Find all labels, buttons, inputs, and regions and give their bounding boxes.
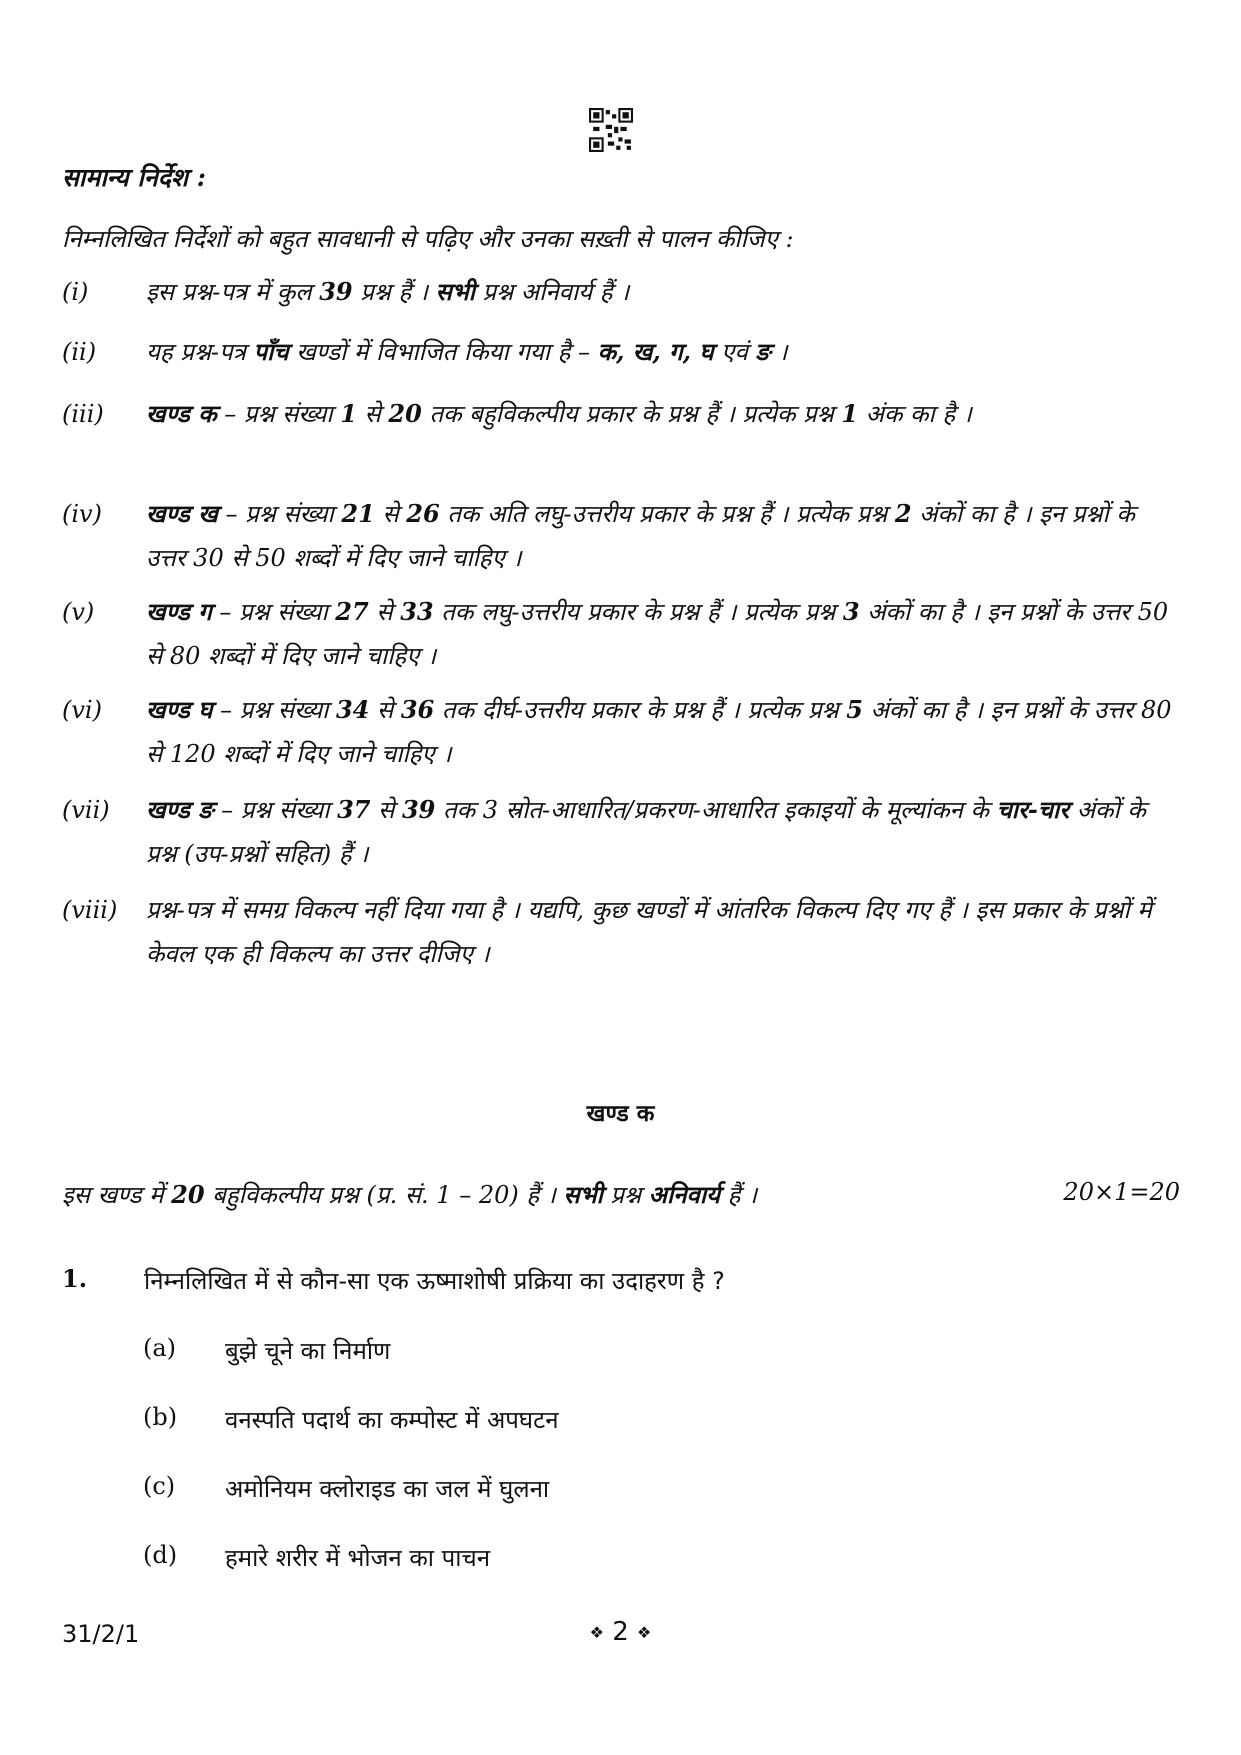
instruction-number: (vi) xyxy=(62,696,102,724)
instruction-number: (v) xyxy=(62,598,95,626)
ornament-right-icon: ❖ xyxy=(637,1623,652,1642)
option-label: (d) xyxy=(143,1541,178,1569)
instruction-item xyxy=(62,270,1180,314)
section-marks: 20×1=20 xyxy=(1063,1178,1180,1206)
instruction-text: खण्ड ग – प्रश्न संख्या 27 से 33 तक लघु-उत्तरीय प्रकार के प्रश्न हैं । प्रत्येक प्रश्न 3 अंकों का है । इन प्रश्नों के उत्तर 50 से 80 शब्दों में दिए जाने चाहिए । xyxy=(146,597,1169,670)
section-description: इस खण्ड में 20 बहुविकल्पीय प्रश्न (प्र. सं. 1 – 20) हैं । सभी प्रश्न अनिवार्य हैं । 20×1=20 xyxy=(62,1178,1180,1209)
option-text: बुझे चूने का निर्माण xyxy=(225,1337,391,1365)
instruction-number: (i) xyxy=(62,278,89,306)
instruction-item xyxy=(62,888,1180,976)
page-number-value: 2 xyxy=(612,1617,629,1647)
instruction-text: प्रश्न-पत्र में समग्र विकल्प नहीं दिया गया है । यद्यपि, कुछ खण्डों में आंतरिक विकल्प दिए गए हैं । इस प्रकार के प्रश्नों में केवल एक ही विकल्प का उत्तर दीजिए । xyxy=(146,896,1152,968)
option-label: (a) xyxy=(143,1334,177,1362)
paper-code: 31/2/1 xyxy=(62,1620,140,1648)
question-text: निम्नलिखित में से कौन-सा एक ऊष्माशोषी प्रक्रिया का उदाहरण है ? xyxy=(144,1267,725,1295)
question-number: 1. xyxy=(62,1264,88,1293)
instruction-item xyxy=(62,392,1180,436)
page-number xyxy=(0,1617,1241,1647)
instructions-title: सामान्य निर्देश : xyxy=(62,163,206,192)
instruction-item xyxy=(62,688,1180,776)
instruction-item xyxy=(62,492,1180,580)
section-title: खण्ड क xyxy=(586,1101,655,1127)
instruction-item xyxy=(62,590,1180,678)
instruction-number: (vii) xyxy=(62,796,110,824)
option-text: अमोनियम क्लोराइड का जल में घुलना xyxy=(225,1475,550,1503)
qr-code-icon xyxy=(589,108,633,152)
option-label: (c) xyxy=(143,1472,176,1500)
instructions-intro: निम्नलिखित निर्देशों को बहुत सावधानी से पढ़िए और उनका सख़्ती से पालन कीजिए : xyxy=(62,225,794,253)
instruction-number: (iii) xyxy=(62,400,104,428)
instruction-text: खण्ड क – प्रश्न संख्या 1 से 20 तक बहुविकल्पीय प्रकार के प्रश्न हैं । प्रत्येक प्रश्न 1 अंक का है । xyxy=(146,399,972,428)
instruction-text: खण्ड ख – प्रश्न संख्या 21 से 26 तक अति लघु-उत्तरीय प्रकार के प्रश्न हैं । प्रत्येक प्रश्न 2 अंकों का है । इन प्रश्नों के उत्तर 30 से 50 शब्दों में दिए जाने चाहिए । xyxy=(146,499,1135,572)
option-text: वनस्पति पदार्थ का कम्पोस्ट में अपघटन xyxy=(225,1406,559,1434)
instruction-text: खण्ड घ – प्रश्न संख्या 34 से 36 तक दीर्घ-उत्तरीय प्रकार के प्रश्न हैं । प्रत्येक प्रश्न 5 अंकों का है । इन प्रश्नों के उत्तर 80 से 120 शब्दों में दिए जाने चाहिए । xyxy=(146,695,1172,768)
option-d xyxy=(143,1541,490,1574)
instruction-text: इस प्रश्न-पत्र में कुल 39 प्रश्न हैं । सभी प्रश्न अनिवार्य हैं । xyxy=(146,277,630,306)
instruction-number: (viii) xyxy=(62,896,118,924)
instruction-item xyxy=(62,330,1180,374)
option-a xyxy=(143,1334,390,1367)
option-b xyxy=(143,1403,559,1436)
option-label: (b) xyxy=(143,1403,178,1431)
ornament-left-icon: ❖ xyxy=(589,1623,604,1642)
instruction-number: (ii) xyxy=(62,338,97,366)
option-text: हमारे शरीर में भोजन का पाचन xyxy=(225,1544,491,1572)
instruction-number: (iv) xyxy=(62,500,102,528)
instruction-item xyxy=(62,788,1180,876)
instruction-text: खण्ड ङ – प्रश्न संख्या 37 से 39 तक 3 स्रोत-आधारित/प्रकरण-आधारित इकाइयों के मूल्यांकन के चार-चार अंकों के प्रश्न (उप-प्रश्नों सहित) हैं । xyxy=(146,795,1146,868)
instruction-text: यह प्रश्न-पत्र पाँच खण्डों में विभाजित किया गया है – क, ख, ग, घ एवं ङ । xyxy=(146,337,788,366)
question-1 xyxy=(62,1264,1180,1297)
option-c xyxy=(143,1472,549,1505)
